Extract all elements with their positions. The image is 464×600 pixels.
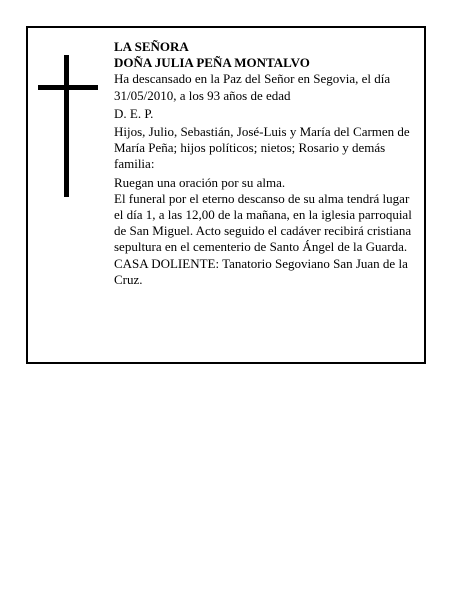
deceased-name: DOÑA JULIA PEÑA MONTALVO (114, 55, 310, 71)
prayer-request: Ruegan una oración por su alma. (114, 174, 286, 190)
cross-icon (38, 55, 98, 197)
cross-vertical-bar (64, 55, 69, 197)
funeral-details: El funeral por el eterno descanso de su alma tendrá lugar el día 1, a las 12,00 de la mañana, en la iglesia parroquial de San Miguel. Acto seguido el cadáver recibirá cristiana sepultura en el cementerio de Santo Ángel de la Guarda. (114, 190, 412, 255)
family-members: Hijos, Julio, Sebastián, José-Luis y María del Carmen de María Peña; hijos políticos; nietos; Rosario y demás familia: (114, 124, 410, 172)
obituary-text-block (114, 39, 416, 288)
cross-horizontal-bar (38, 85, 98, 90)
rest-in-peace: D. E. P. (114, 105, 154, 121)
house-of-mourning: CASA DOLIENTE: Tanatorio Segoviano San Juan de la Cruz. (114, 255, 408, 287)
death-announcement: Ha descansado en la Paz del Señor en Segovia, el día 31/05/2010, a los 93 años de edad (114, 71, 391, 103)
notice-title: LA SEÑORA (114, 39, 189, 54)
